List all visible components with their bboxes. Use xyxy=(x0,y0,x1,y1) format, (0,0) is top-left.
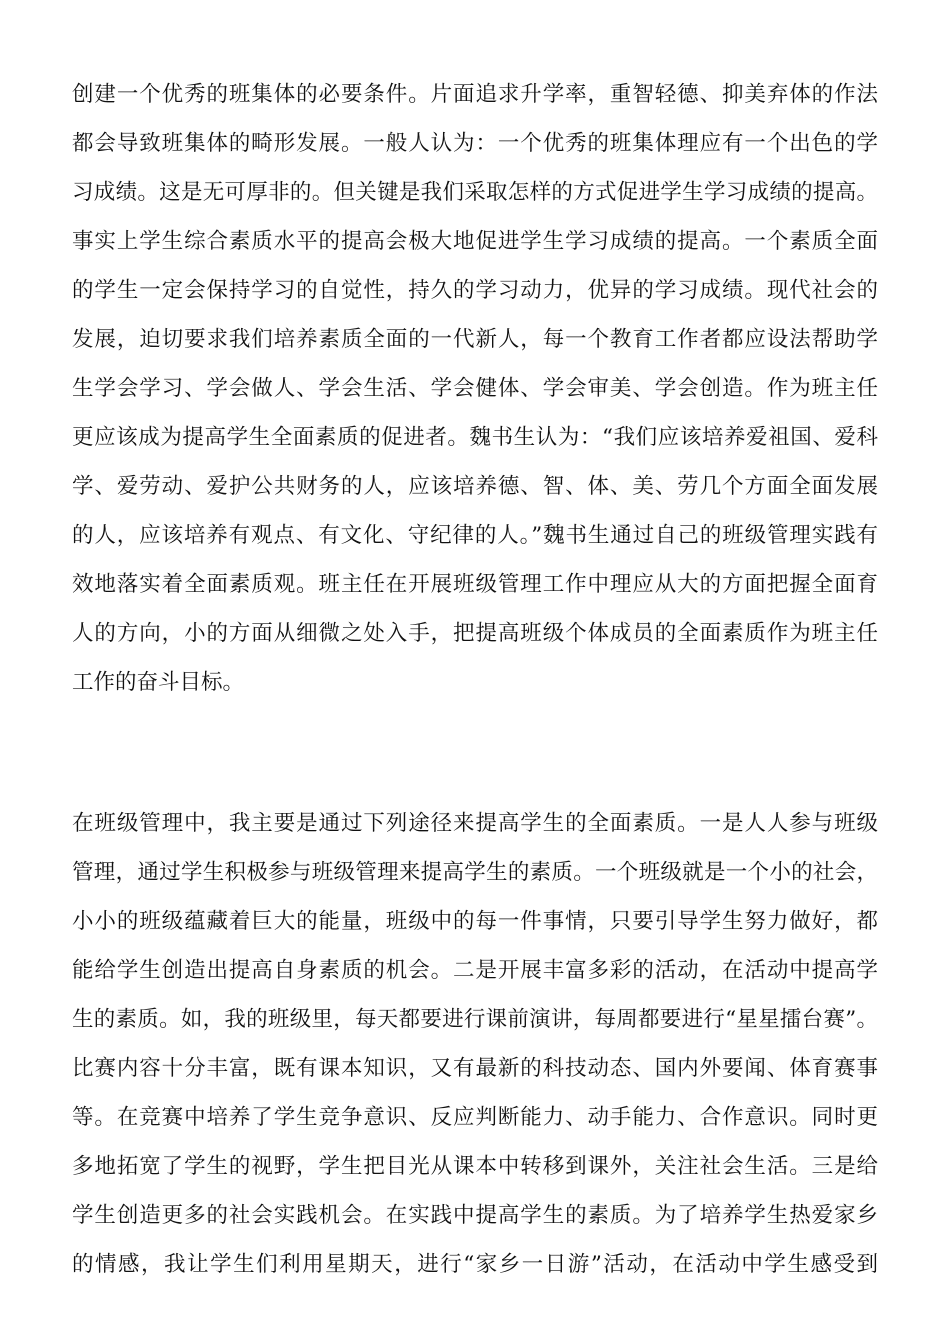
text-line: 人的方向，小的方面从细微之处入手，把提高班级个体成员的全面素质作为班主任 xyxy=(72,621,878,646)
text-line: 能给学生创造出提高自身素质的机会。二是开展丰富多彩的活动，在活动中提高学 xyxy=(72,958,878,983)
text-line: 效地落实着全面素质观。班主任在开展班级管理工作中理应从大的方面把握全面育 xyxy=(72,572,878,597)
text-line: 习成绩。这是无可厚非的。但关键是我们采取怎样的方式促进学生学习成绩的提高。 xyxy=(72,180,878,205)
text-line: 小小的班级蕴藏着巨大的能量，班级中的每一件事情，只要引导学生努力做好，都 xyxy=(72,909,878,934)
text-line: 都会导致班集体的畸形发展。一般人认为：一个优秀的班集体理应有一个出色的学 xyxy=(72,131,878,156)
text-line: 管理，通过学生积极参与班级管理来提高学生的素质。一个班级就是一个小的社会， xyxy=(72,860,878,885)
text-line: 学、爱劳动、爱护公共财务的人，应该培养德、智、体、美、劳几个方面全面发展 xyxy=(72,474,878,499)
text-line: 的学生一定会保持学习的自觉性，持久的学习动力，优异的学习成绩。现代社会的 xyxy=(72,278,878,303)
text-line: 学生创造更多的社会实践机会。在实践中提高学生的素质。为了培养学生热爱家乡 xyxy=(72,1203,878,1228)
text-line: 生学会学习、学会做人、学会生活、学会健体、学会审美、学会创造。作为班主任 xyxy=(72,376,878,401)
text-line: 生的素质。如，我的班级里，每天都要进行课前演讲，每周都要进行“星星擂台赛”。 xyxy=(72,1007,878,1032)
text-line: 事实上学生综合素质水平的提高会极大地促进学生学习成绩的提高。一个素质全面 xyxy=(72,229,878,254)
text-line: 在班级管理中，我主要是通过下列途径来提高学生的全面素质。一是人人参与班级 xyxy=(72,811,878,836)
text-line: 工作的奋斗目标。 xyxy=(72,670,245,695)
text-line: 发展，迫切要求我们培养素质全面的一代新人，每一个教育工作者都应设法帮助学 xyxy=(72,327,878,352)
text-line: 等。在竞赛中培养了学生竞争意识、反应判断能力、动手能力、合作意识。同时更 xyxy=(72,1105,878,1130)
text-line: 更应该成为提高学生全面素质的促进者。魏书生认为：“我们应该培养爱祖国、爱科 xyxy=(72,425,878,450)
text-line: 的人，应该培养有观点、有文化、守纪律的人。”魏书生通过自己的班级管理实践有 xyxy=(72,523,878,548)
text-line: 多地拓宽了学生的视野，学生把目光从课本中转移到课外，关注社会生活。三是给 xyxy=(72,1154,878,1179)
text-line: 创建一个优秀的班集体的必要条件。片面追求升学率，重智轻德、抑美弃体的作法 xyxy=(72,82,878,107)
text-line: 比赛内容十分丰富，既有课本知识，又有最新的科技动态、国内外要闻、体育赛事 xyxy=(72,1056,878,1081)
text-line: 的情感，我让学生们利用星期天，进行“家乡一日游”活动，在活动中学生感受到 xyxy=(72,1252,878,1277)
